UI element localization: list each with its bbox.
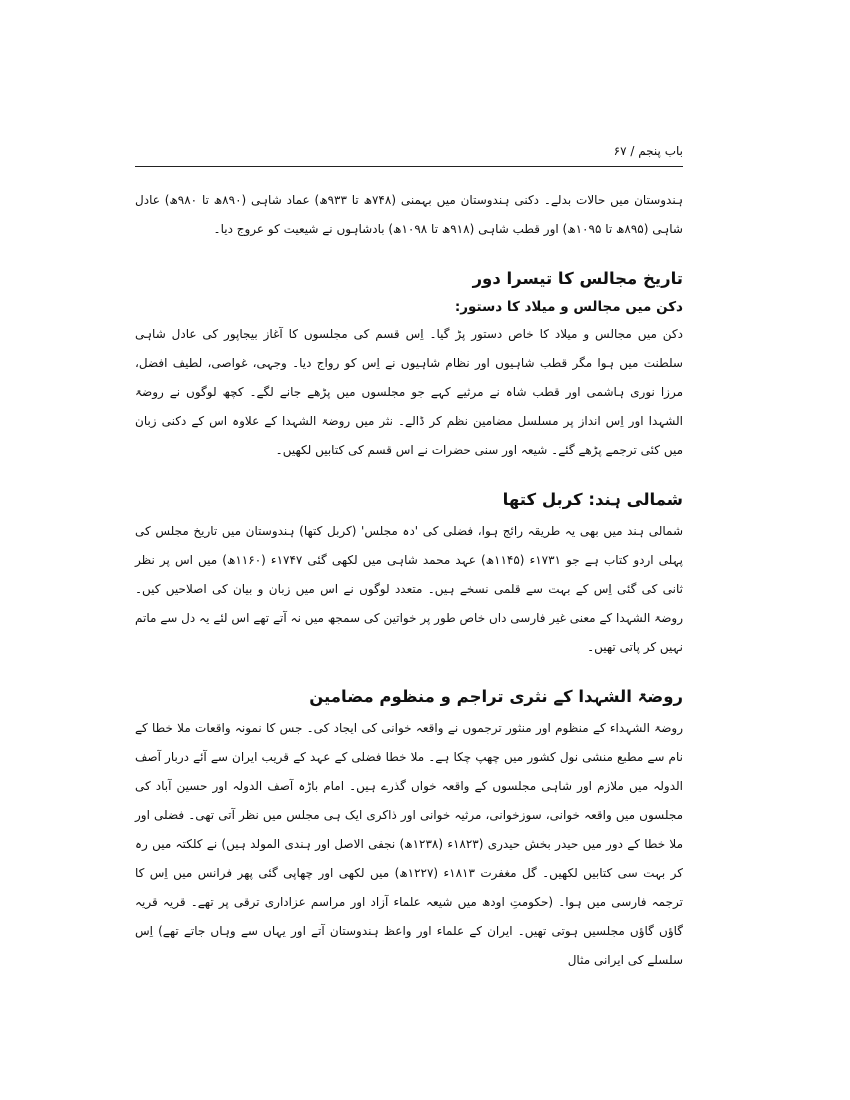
- paragraph-deccan: دکن میں مجالس و میلاد کا خاص دستور پڑ گیا۔ اِس قسم کی مجلسوں کا آغاز بیجاپور کی عادل شاہی سلطنت میں ہوا مگر قطب شاہیوں اور نظام شاہیوں نے اِس کو رواج دیا۔ وجہی، غواصی، لطیف افضل، مرزا نوری ہاشمی اور قطب شاہ نے مرثیے کہے جو مجلسوں میں پڑھے جانے لگے۔ کچھ لوگوں نے روضۃ الشہدا اور اِس انداز پر مسلسل مضامین نظم کر ڈالے۔ نثر میں روضۃ الشہدا کے علاوہ اس کے دکنی زبان میں کئی ترجمے پڑھے گئے۔ شیعہ اور سنی حضرات نے اس قسم کی کتابیں لکھیں۔: [135, 327, 683, 457]
- paragraph-north-india: شمالی ہند میں بھی یہ طریقہ رائج ہوا، فضلی کی 'دہ مجلس' (کربل کتھا) ہندوستان میں تاریخ مجلس کی پہلی اردو کتاب ہے جو ۱۷۳۱ء (۱۱۴۵ھ) عہد محمد شاہی میں لکھی گئی ۱۷۴۷ء (۱۱۶۰ھ) میں اس پر نظر ثانی کی گئی اِس کے بہت سے قلمی نسخے ہیں۔ متعدد لوگوں نے اس میں زبان و بیان کی اصلاحیں کیں۔ روضۃ الشہدا کے معنی غیر فارسی داں خاص طور پر خواتین کی سمجھ میں نہ آتے تھے اس لئے یہ دل سے ماتم نہیں کر پاتی تھیں۔: [135, 524, 684, 654]
- paragraph-rauzat: روضۃ الشہداء کے منظوم اور منثور ترجموں نے واقعہ خوانی کی ایجاد کی۔ جس کا نمونہ واقعات ملا خطا کے نام سے مطبع منشی نول کشور میں چھپ چکا ہے۔ ملا خطا فضلی کے عہد کے قریب ایران سے آئے دربار آصف الدولہ میں ملازم اور شاہی مجلسوں کے واقعہ خواں گذرے ہیں۔ امام باڑہ آصف الدولہ اور حسین آباد کی مجلسوں میں واقعہ خوانی، سوزخوانی، مرثیہ خوانی اور ذاکری ایک ہی مجلس میں نظر آتی تھی۔ فضلی اور ملا خطا کے دور میں حیدر بخش حیدری (۱۸۲۳ء (۱۲۳۸ھ) نجفی الاصل اور ہندی المولد ہیں) نے کلکتہ میں رہ کر بہت سی کتابیں لکھیں۔ گل مغفرت ۱۸۱۳ء (۱۲۲۷ھ) میں لکھی اور چھاپی گئی پھر فرانس میں اِس کا ترجمہ فارسی میں ہوا۔ (حکومتِ اودھ میں شیعہ علماء آزاد اور مراسم عزاداری ترقی پر تھے۔ قریہ قریہ گاؤں گاؤں مجلسیں ہوتی تھیں۔ ایران کے علماء اور واعظ ہندوستان آتے اور یہاں سے وہاں جاتے تھے) اِس سلسلے کی ایرانی مثال: [135, 721, 684, 967]
- section-heading-third-era: تاریخ مجالس کا تیسرا دور: [472, 269, 683, 288]
- section-heading-karbal-katha: شمالی ہند: کربل کتھا: [502, 490, 683, 509]
- book-page: [135, 140, 683, 1040]
- running-head-text: باب پنجم / ۶۷: [613, 144, 683, 158]
- running-head: [135, 140, 683, 167]
- page-body: [135, 186, 683, 975]
- subheading-deccan-majalis: دکن میں مجالس و میلاد کا دستور:: [454, 299, 683, 315]
- section-heading-rauzat-translations: روضۃ الشہدا کے نثری تراجم و منظوم مضامین: [309, 687, 683, 706]
- paragraph-intro: ہندوستان میں حالات بدلے۔ دکنی ہندوستان میں بہمنی (۷۴۸ھ تا ۹۳۳ھ) عماد شاہی (۸۹۰ھ تا ۹۸۰ھ) عادل شاہی (۸۹۵ھ تا ۱۰۹۵ھ) اور قطب شاہی (۹۱۸ھ تا ۱۰۹۸ھ) بادشاہوں نے شیعیت کو عروج دیا۔: [135, 193, 683, 236]
